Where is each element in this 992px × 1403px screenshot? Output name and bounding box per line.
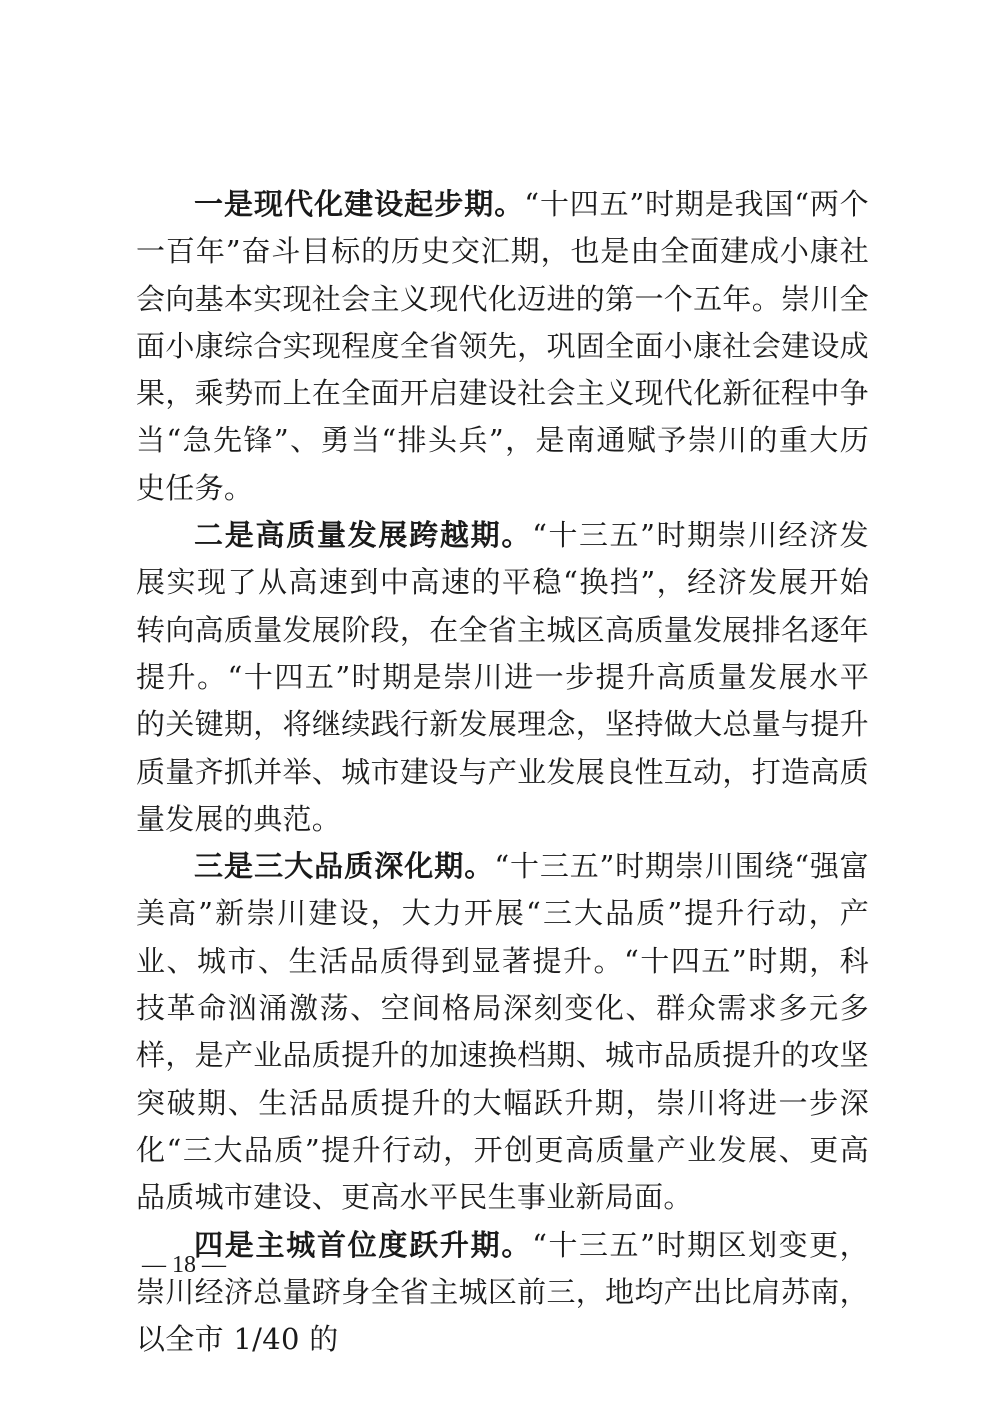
paragraph-1-text: “十四五”时期是我国“两个一百年”奋斗目标的历史交汇期，也是由全面建成小康社会向基本实现社会主义现代化迈进的第一个五年。崇川全面小康综合实现程度全省领先，巩固全面小康社会建设成果，乘势而上在全面开启建设社会主义现代化新征程中争当“急先锋”、勇当“排头兵”，是南通赋予崇川的重大历史任务。 (136, 187, 869, 505)
paragraph-2 (136, 512, 869, 843)
paragraph-2-lead: 二是高质量发展跨越期。 (194, 518, 533, 553)
paragraph-3-lead: 三是三大品质深化期。 (194, 849, 495, 884)
paragraph-2-text: “十三五”时期崇川经济发展实现了从高速到中高速的平稳“换挡”，经济发展开始转向高质量发展阶段，在全省主城区高质量发展排名逐年提升。“十四五”时期是崇川进一步提升高质量发展水平的关键期，将继续践行新发展理念，坚持做大总量与提升质量齐抓并举、城市建设与产业发展良性互动，打造高质量发展的典范。 (136, 518, 869, 836)
paragraph-3 (136, 843, 869, 1221)
paragraph-1-lead: 一是现代化建设起步期。 (194, 187, 525, 221)
paragraph-4-text: “十三五”时期区划变更，崇川经济总量跻身全省主城区前三，地均产出比肩苏南，以全市 1/40 的 (136, 1227, 869, 1357)
paragraph-4 (136, 1222, 869, 1364)
page-number: — 18 — (142, 1252, 226, 1278)
body-text (136, 181, 869, 1363)
paragraph-1 (136, 181, 869, 512)
paragraph-4-lead: 四是主城首位度跃升期。 (194, 1227, 533, 1262)
paragraph-3-text: “十三五”时期崇川围绕“强富美高”新崇川建设，大力开展“三大品质”提升行动，产业、城市、生活品质得到显著提升。“十四五”时期，科技革命汹涌激荡、空间格局深刻变化、群众需求多元多样，是产业品质提升的加速换档期、城市品质提升的攻坚突破期、生活品质提升的大幅跃升期，崇川将进一步深化“三大品质”提升行动，开创更高质量产业发展、更高品质城市建设、更高水平民生事业新局面。 (136, 849, 869, 1215)
